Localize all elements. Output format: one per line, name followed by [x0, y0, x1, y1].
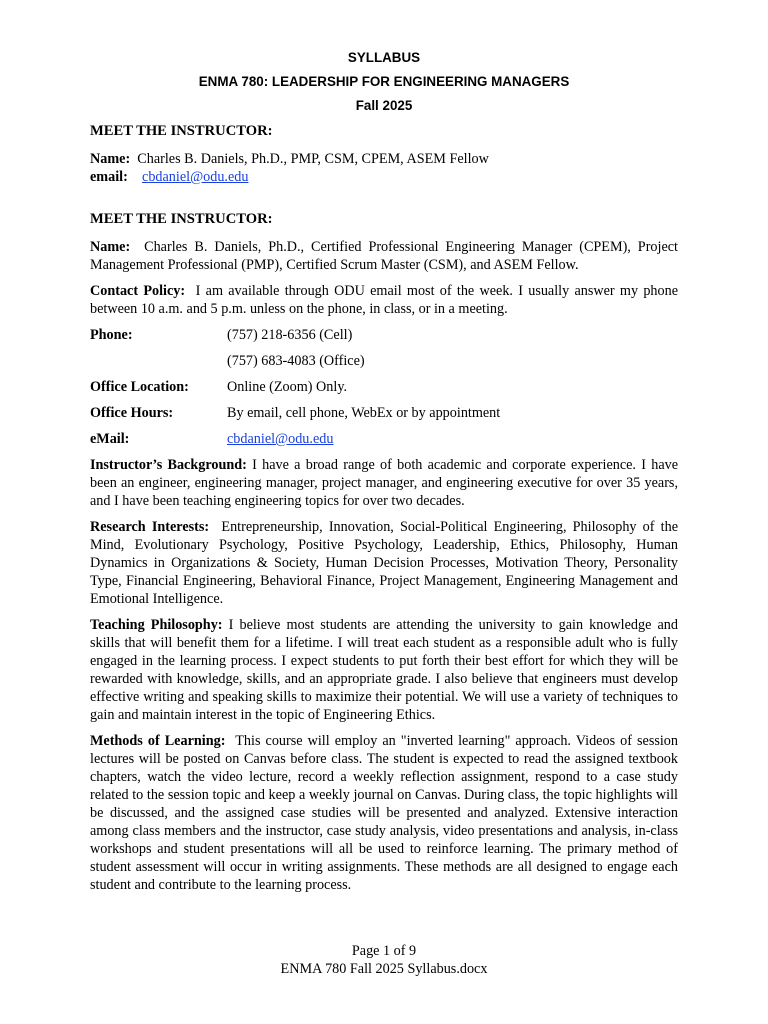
background-paragraph [90, 456, 678, 510]
course-title: ENMA 780: LEADERSHIP FOR ENGINEERING MANAGERS [198, 74, 570, 89]
office-hours-row [90, 404, 678, 422]
email-label: eMail: [90, 431, 130, 447]
teaching-philosophy-label: Teaching Philosophy: [90, 617, 223, 633]
instructor-name-paragraph [90, 238, 678, 274]
background-label: Instructor’s Background: [90, 457, 247, 473]
email-link[interactable]: cbdaniel@odu.edu [142, 169, 249, 185]
instructor-email-line [90, 168, 678, 186]
section-heading-instructor: MEET THE INSTRUCTOR: [90, 123, 273, 139]
spacer [90, 186, 678, 210]
email-link[interactable]: cbdaniel@odu.edu [227, 431, 334, 447]
background-text: I have a broad range of both academic and corporate experience. I have been an engineer, engineering manager, project manager, and engineering executive for over 35 years, and I have been teaching engineering topics for over two decades. [90, 457, 679, 509]
page-footer [0, 942, 768, 978]
contact-policy-label: Contact Policy: [90, 283, 186, 299]
research-interests-label: Research Interests: [90, 519, 210, 535]
course-term: Fall 2025 [355, 98, 413, 113]
name-label: Name: [90, 239, 131, 255]
methods-of-learning-paragraph [90, 732, 678, 894]
name-value: Charles B. Daniels, Ph.D., PMP, CSM, CPEM, ASEM Fellow [137, 151, 489, 167]
document-filename: ENMA 780 Fall 2025 Syllabus.docx [280, 961, 488, 977]
contact-policy-paragraph [90, 282, 678, 318]
methods-of-learning-label: Methods of Learning: [90, 733, 226, 749]
phone-cell-value: (757) 218-6356 (Cell) [227, 327, 353, 343]
section-heading-instructor-detail: MEET THE INSTRUCTOR: [90, 211, 273, 227]
office-location-value: Online (Zoom) Only. [227, 379, 348, 395]
instructor-name-line [90, 150, 678, 168]
phone-office-value: (757) 683-4083 (Office) [227, 353, 365, 369]
email-row [90, 430, 678, 448]
name-label: Name: [90, 151, 131, 167]
research-interests-text: Entrepreneurship, Innovation, Social-Political Engineering, Philosophy of the Mind, Evolutionary Psychology, Positive Psychology, Leadership, Ethics, Philosophy, Human Dynamics in Organizations & Society, Human Decision Processes, Motivation Theory, Personality Type, Financial Engineering, Behavioral Finance, Project Management, Engineering Management and Emotional Intelligence. [90, 519, 678, 607]
office-hours-value: By email, cell phone, WebEx or by appointment [227, 405, 501, 421]
office-location-row [90, 378, 678, 396]
phone-row [90, 326, 678, 344]
phone-office-row [90, 352, 678, 370]
research-interests-paragraph [90, 518, 678, 608]
document-page [90, 48, 678, 894]
page-number: Page 1 of 9 [351, 943, 417, 959]
teaching-philosophy-text: I believe most students are attending the university to gain knowledge and skills that will benefit them for a lifetime. I will treat each student as a responsible adult who is fully engaged in the learning process. I expect students to put forth their best effort for which they will be rewarded with knowledge, skills, and an appropriate grade. I also believe that engineers must develop effective writing and speaking skills to maximize their potential. We will use a variety of techniques to gain and maintain interest in the topic of Engineering Ethics. [90, 617, 678, 723]
contact-policy-text: I am available through ODU email most of the week. I usually answer my phone between 10 a.m. and 5 p.m. unless on the phone, in class, or in a meeting. [90, 283, 678, 317]
office-hours-label: Office Hours: [90, 405, 174, 421]
methods-of-learning-text: This course will employ an "inverted learning" approach. Videos of session lectures will be posted on Canvas before class. The student is expected to read the assigned textbook chapters, watch the video lecture, record a weekly reflection assignment, respond to a case study related to the session topic and keep a weekly journal on Canvas. During class, the topic highlights will be discussed, and the assigned case studies will be presented and analyzed. Extensive interaction among class members and the instructor, case study analysis, video presentations and analysis, in-class workshops and student presentations will all be used to reinforce learning. The primary method of student assessment will occur in writing assignments. These methods are all designed to engage each student and contribute to the learning process. [90, 733, 678, 893]
office-location-label: Office Location: [90, 379, 189, 395]
email-label: email: [90, 169, 128, 185]
phone-label: Phone: [90, 327, 133, 343]
document-title: SYLLABUS [347, 50, 421, 65]
name-text: Charles B. Daniels, Ph.D., Certified Professional Engineering Manager (CPEM), Project Management Professional (PMP), Certified Scrum Master (CSM), and ASEM Fellow. [90, 239, 678, 273]
teaching-philosophy-paragraph [90, 616, 678, 724]
